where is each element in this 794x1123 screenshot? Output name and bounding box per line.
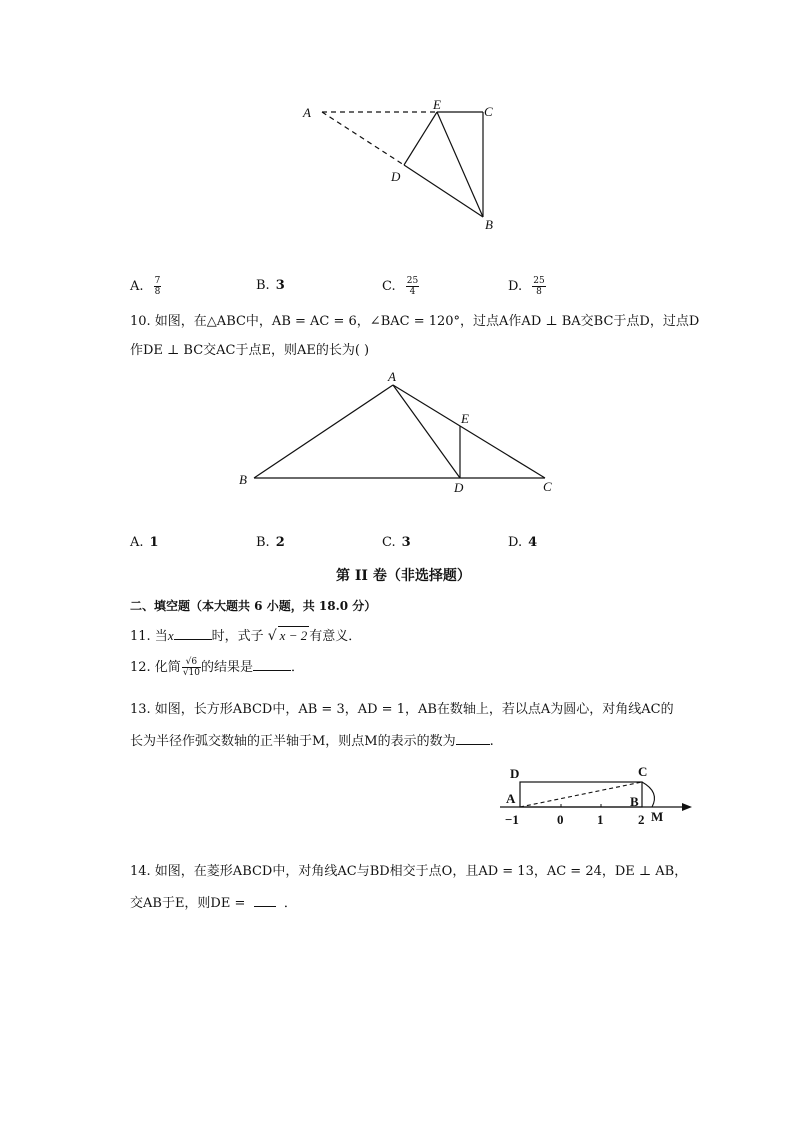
diagonal-AC-dashed [520,782,642,807]
q11-mid: 时，式子 [211,629,264,644]
q14-line-2-text: 交AB于E，则DE = [130,896,246,911]
q9-label-C: C [484,104,493,119]
option-value: 3 [401,535,411,550]
q12-prefix: 12. 化简 [130,660,181,675]
q10-label-E: E [461,411,469,426]
numerator: √6 [182,657,201,668]
q11-suffix: 有意义． [309,629,362,644]
q10-label-B: B [239,472,247,487]
denominator: 8 [154,287,161,297]
arc-CM [642,782,654,807]
denominator: 8 [536,287,542,297]
option-letter: B. [256,535,270,550]
q10-line-1: 10. 如图，在△ABC中，AB = AC = 6，∠BAC = 120°，过点A作AD ⊥ BA交BC于点D，过点D [130,314,700,329]
axis-arrow-icon [682,803,692,811]
q13-end: . [489,734,494,749]
option-value: 4 [528,535,538,550]
q11-variable: x [167,628,174,643]
numerator: 25 [533,276,545,286]
q12-suffix: 的结果是 [201,660,254,675]
option-value: 1 [149,535,159,550]
q13-tick-label-neg1: −1 [505,812,519,827]
option-letter: B. [256,278,270,293]
option-value: 2 [275,535,285,550]
q13-label-B: B [630,794,639,809]
denominator: √10 [182,668,200,678]
q9-label-E: E [433,97,441,112]
q13-line-2-text: 长为半径作弧交数轴的正半轴于M，则点M的表示的数为 [130,734,456,749]
radical-sign: √ [267,628,277,644]
q11-radicand: x − 2 [279,628,308,643]
option-letter: C. [382,535,396,550]
q9-label-B: B [485,217,493,232]
q13-label-D: D [510,766,520,781]
q11-prefix: 11. 当 [130,629,168,644]
q14-end: ． [283,896,297,911]
part2-heading: 二、填空题（本大题共 6 小题，共 18.0 分） [130,599,377,613]
q9-label-D: D [391,169,401,184]
q10-label-A: A [388,369,396,384]
q10-label-C: C [543,479,552,494]
option-letter: A. [130,279,144,294]
q14-answer-blank[interactable] [254,894,276,907]
q13-tick-label-0: 0 [557,812,564,827]
option-letter: D. [508,279,523,294]
denominator: 4 [409,287,416,297]
q9-label-A: A [303,105,311,120]
q10-label-D: D [454,480,464,495]
option-letter: A. [130,535,144,550]
q13-tick-label-2: 2 [638,812,645,827]
q13-line-1: 13. 如图，长方形ABCD中，AB = 3，AD = 1，AB在数轴上，若以点A为圆心，对角线AC的 [130,702,674,717]
q13-label-C: C [638,764,648,779]
q14-line-1: 14. 如图，在菱形ABCD中，对角线AC与BD相交于点O，且AD = 13，AC = 24，DE ⊥ AB， [130,864,688,879]
option-letter: C. [382,279,396,294]
q13-label-M: M [651,809,664,824]
q13-label-A: A [506,791,516,806]
q12-end: ． [291,660,305,675]
section-title: 第 II 卷（非选择题） [336,568,471,584]
numerator: 25 [406,276,419,286]
option-letter: D. [508,535,523,550]
option-value: 3 [275,278,285,293]
numerator: 7 [154,276,161,286]
q13-tick-label-1: 1 [597,812,604,827]
q14-line-2 [130,894,297,913]
q10-line-2: 作DE ⊥ BC交AC于点E，则AE的长为( ) [130,343,370,358]
